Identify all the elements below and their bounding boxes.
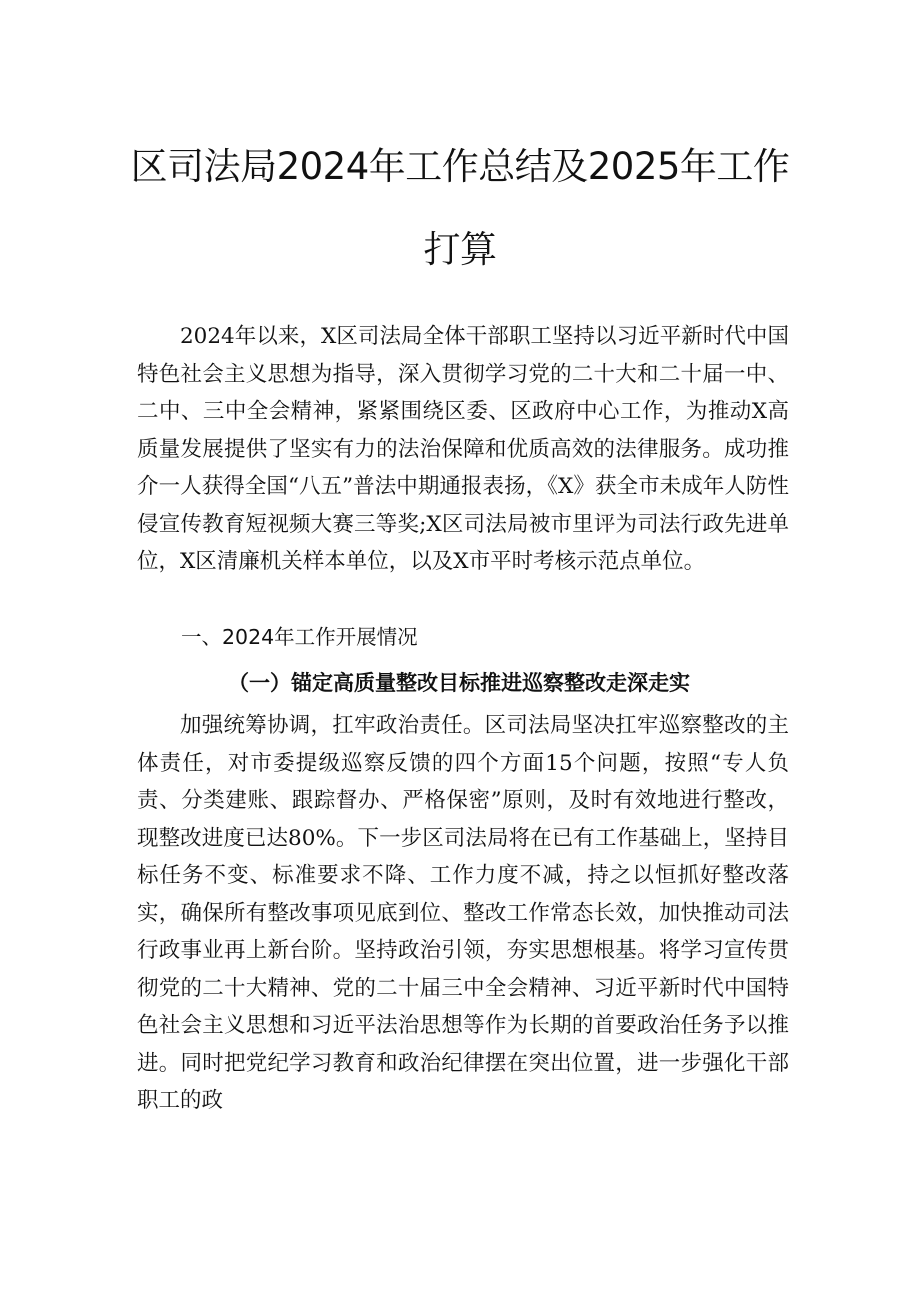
subsection-heading-1: （一）锚定高质量整改目标推进巡察整改走深走实	[228, 670, 690, 695]
document-title-line-1: 区司法局2024年工作总结及2025年工作	[130, 145, 790, 188]
section-heading-1: 一、2024年工作开展情况	[181, 625, 418, 649]
document-title-line-2: 打算	[423, 228, 497, 271]
intro-paragraph: 2024年以来，X区司法局全体干部职工坚持以习近平新时代中国特色社会主义思想为指导，深入贯彻学习党的二十大和二十届一中、二中、三中全会精神，紧紧围绕区委、区政府中心工作，为推动X高质量发展提供了坚实有力的法治保障和优质高效的法律服务。成功推介一人获得全国“八五”普法中期通报表扬，《X》获全市未成年人防性侵宣传教育短视频大赛三等奖;X区司法局被市里评为司法行政先进单位，X区清廉机关样本单位，以及X市平时考核示范点单位。	[137, 324, 789, 574]
subsection-paragraph-1: 加强统筹协调，扛牢政治责任。区司法局坚决扛牢巡察整改的主体责任，对市委提级巡察反馈的四个方面15个问题，按照“专人负责、分类建账、跟踪督办、严格保密”原则，及时有效地进行整改，现整改进度已达80%。下一步区司法局将在已有工作基础上，坚持目标任务不变、标准要求不降、工作力度不减，持之以恒抓好整改落实，确保所有整改事项见底到位、整改工作常态长效，加快推动司法行政事业再上新台阶。坚持政治引领，夯实思想根基。将学习宣传贯彻党的二十大精神、党的二十届三中全会精神、习近平新时代中国特色社会主义思想和习近平法治思想等作为长期的首要政治任务予以推进。同时把党纪学习教育和政治纪律摆在突出位置，进一步强化干部职工的政	[137, 713, 789, 1113]
